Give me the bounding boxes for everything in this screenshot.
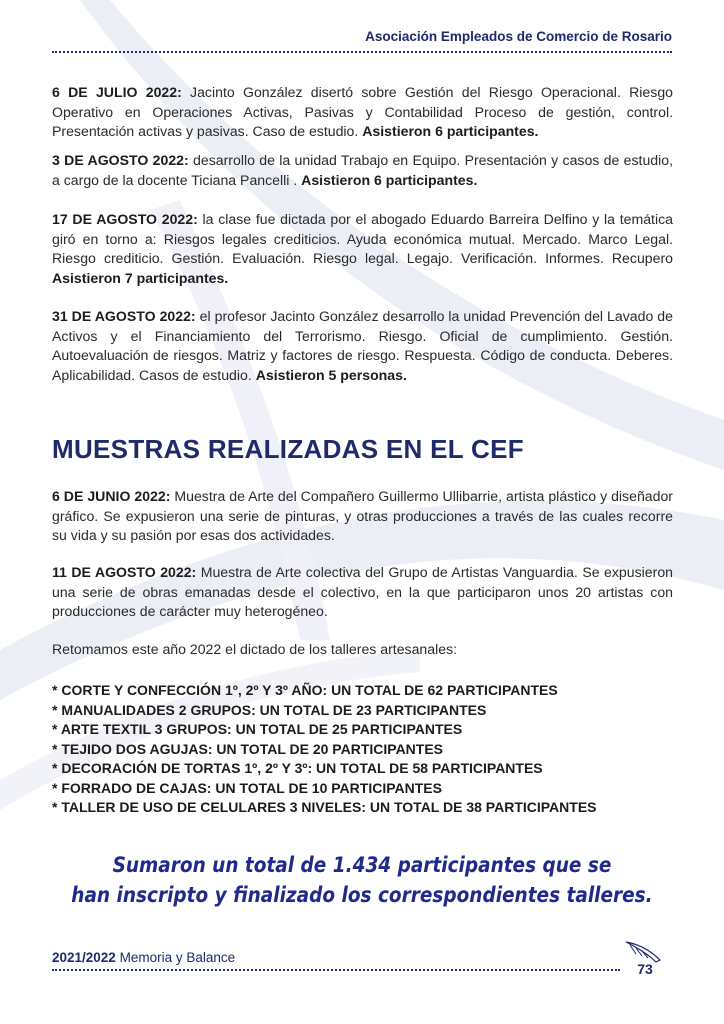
course-entry	[52, 210, 673, 288]
workshop-item: * MANUALIDADES 2 GRUPOS: UN TOTAL DE 23 PARTICIPANTES	[52, 701, 487, 718]
workshops-intro: Retomamos este año 2022 el dictado de los talleres artesanales:	[52, 641, 458, 657]
total-line-1: Sumaron un total de 1.434 participantes que se	[112, 853, 612, 877]
exhibit-text: Muestra de Arte colectiva del Grupo de Artistas Vanguardia. Se expusieron una serie de obras emanadas desde el colectivo, en la que participaron unos 20 artistas con producciones de carácter muy heterogéneo.	[52, 564, 673, 619]
page-number: 73	[637, 961, 653, 977]
course-attendance: Asistieron 7 participantes.	[52, 269, 229, 286]
exhibit-text: Muestra de Arte del Compañero Guillermo Ullibarrie, artista plástico y diseñador gráfico. Se expusieron una serie de pinturas, y otras producciones a través de las cuales recorre su vida y su pasión por esas dos actividades.	[52, 488, 673, 543]
course-date: 6 DE JULIO 2022:	[52, 84, 182, 100]
course-attendance: Asistieron 6 participantes.	[301, 171, 478, 188]
total-line-2: han inscripto y finalizado los correspondientes talleres.	[71, 883, 653, 907]
course-text: desarrollo de la unidad Trabajo en Equipo. Presentación y casos de estudio, a cargo de la docente Ticiana Pancelli .	[52, 152, 674, 188]
exhibit-date: 11 DE AGOSTO 2022:	[52, 564, 197, 580]
footer-title: Memoria y Balance	[115, 950, 236, 965]
workshop-list	[52, 681, 597, 818]
course-entry	[52, 151, 673, 190]
course-date: 31 DE AGOSTO 2022:	[52, 308, 196, 324]
course-attendance: Asistieron 5 personas.	[255, 366, 407, 383]
workshop-item: * TEJIDO DOS AGUJAS: UN TOTAL DE 20 PARTICIPANTES	[52, 740, 444, 757]
course-text: el profesor Jacinto González desarrollo la unidad Prevención del Lavado de Activos y el Financiamiento del Terrorismo. Riesgo. Oficial de cumplimiento. Gestión. Autoevaluación de riesgos. Matriz y factores de riesgo. Respuesta. Código de conducta. Deberes. Aplicabilidad. Casos de estudio.	[52, 308, 673, 383]
header-title: Asociación Empleados de Comercio de Rosario	[365, 29, 672, 44]
total-participants-headline	[43, 850, 680, 910]
footer-divider	[52, 969, 620, 971]
workshop-item: * FORRADO DE CAJAS: UN TOTAL DE 10 PARTICIPANTES	[52, 779, 442, 796]
course-text: Jacinto González disertó sobre Gestión del Riesgo Operacional. Riesgo Operativo en Operaciones Activas, Pasivas y Contabilidad Proceso de gestión, control. Presentación activas y pasivas. Caso de estudio.	[52, 84, 673, 139]
header-divider	[52, 51, 672, 53]
course-date: 17 DE AGOSTO 2022:	[52, 211, 198, 227]
section-title: MUESTRAS REALIZADAS EN EL CEF	[52, 434, 524, 464]
course-entry	[52, 83, 673, 142]
workshop-item: * TALLER DE USO DE CELULARES 3 NIVELES: UN TOTAL DE 38 PARTICIPANTES	[52, 799, 597, 815]
workshop-item: * DECORACIÓN DE TORTAS 1º, 2º Y 3º: UN TOTAL DE 58 PARTICIPANTES	[52, 760, 543, 776]
course-entry	[52, 307, 673, 385]
exhibit-entry	[52, 487, 673, 546]
course-date: 3 DE AGOSTO 2022:	[52, 152, 189, 168]
exhibit-date: 6 DE JUNIO 2022:	[52, 488, 171, 504]
workshop-item: * ARTE TEXTIL 3 GRUPOS: UN TOTAL DE 25 PARTICIPANTES	[52, 721, 463, 737]
workshop-item: * CORTE Y CONFECCIÓN 1º, 2º Y 3º AÑO: UN TOTAL DE 62 PARTICIPANTES	[52, 682, 558, 698]
footer-label	[52, 950, 235, 965]
footer-year: 2021/2022	[52, 950, 116, 965]
course-attendance: Asistieron 6 participantes.	[362, 123, 539, 139]
exhibit-entry	[52, 563, 673, 622]
course-text: la clase fue dictada por el abogado Eduardo Barreira Delfino y la temática giró en torno a: Riesgos legales crediticios. Ayuda económica mutual. Mercado. Marco Legal. Riesgo crediticio. Gestión. Evaluación. Riesgo legal. Legajo. Verificación. Informes. Recupero	[52, 211, 673, 266]
